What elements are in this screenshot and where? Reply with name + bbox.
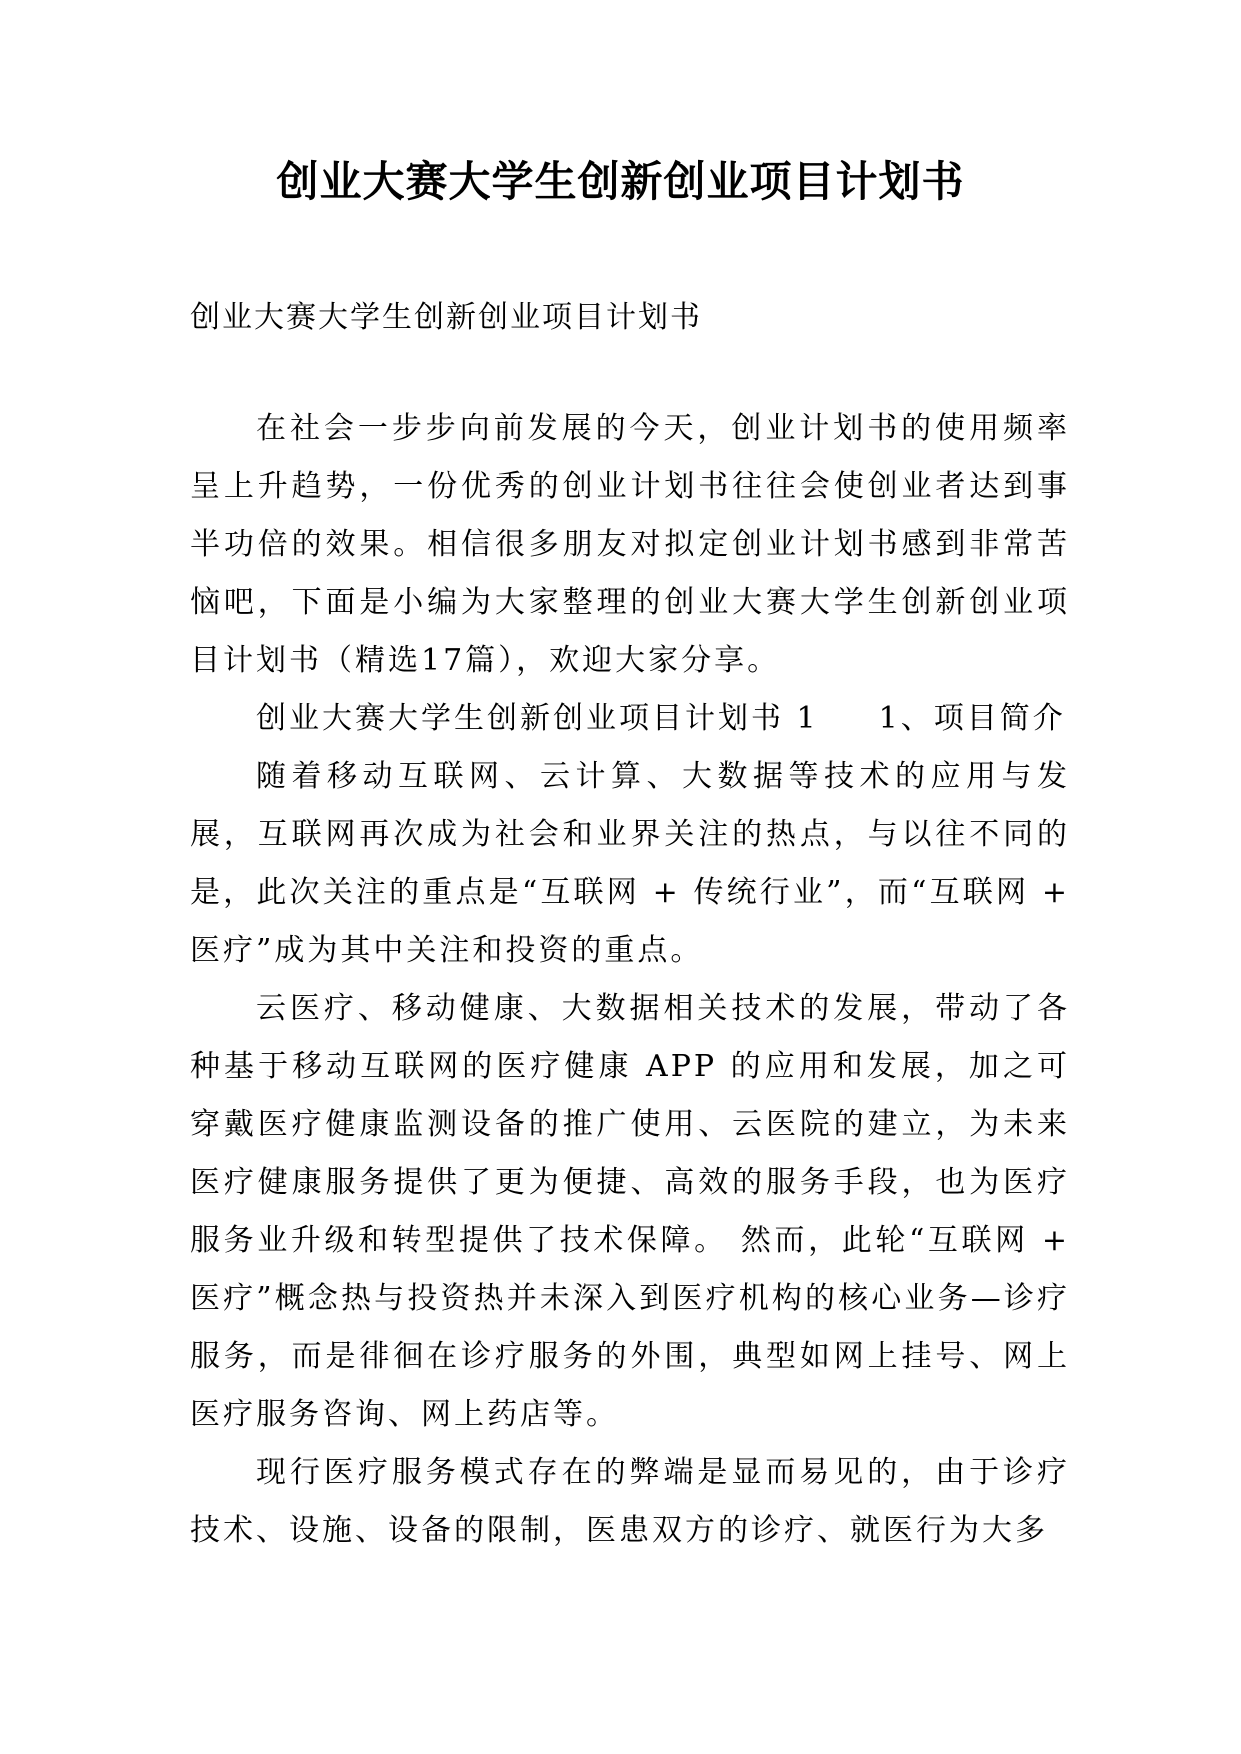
intro-paragraph: 在社会一步步向前发展的今天，创业计划书的使用频率呈上升趋势，一份优秀的创业计划书往往会使创业者达到事半功倍的效果。相信很多朋友对拟定创业计划书感到非常苦恼吧，下面是小编为大家整理的创业大赛大学生创新创业项目计划书（精选17篇），欢迎大家分享。 <box>190 411 1070 678</box>
section-heading <box>190 690 1070 748</box>
document-body <box>190 400 1070 1560</box>
body-paragraph: 随着移动互联网、云计算、大数据等技术的应用与发展，互联网再次成为社会和业界关注的热点，与以往不同的是，此次关注的重点是“互联网 + 传统行业”，而“互联网 + 医疗”成为其中关注和投资的重点。 <box>190 759 1070 968</box>
document-title: 创业大赛大学生创新创业项目计划书 <box>276 157 965 206</box>
section-title: 创业大赛大学生创新创业项目计划书 1 <box>256 701 819 736</box>
section-subtitle: 1、项目简介 <box>878 701 1066 736</box>
body-paragraph: 云医疗、移动健康、大数据相关技术的发展，带动了各种基于移动互联网的医疗健康 APP 的应用和发展，加之可穿戴医疗健康监测设备的推广使用、云医院的建立，为未来医疗健康服务提供了更为便捷、高效的服务手段，也为医疗服务业升级和转型提供了技术保障。 然而，此轮“互联网 + 医疗”概念热与投资热并未深入到医疗机构的核心业务—诊疗服务，而是徘徊在诊疗服务的外围，典型如网上挂号、网上医疗服务咨询、网上药店等。 <box>190 991 1070 1432</box>
body-paragraph: 现行医疗服务模式存在的弊端是显而易见的，由于诊疗技术、设施、设备的限制，医患双方的诊疗、就医行为大多 <box>190 1455 1070 1548</box>
document-subtitle: 创业大赛大学生创新创业项目计划书 <box>190 300 702 335</box>
